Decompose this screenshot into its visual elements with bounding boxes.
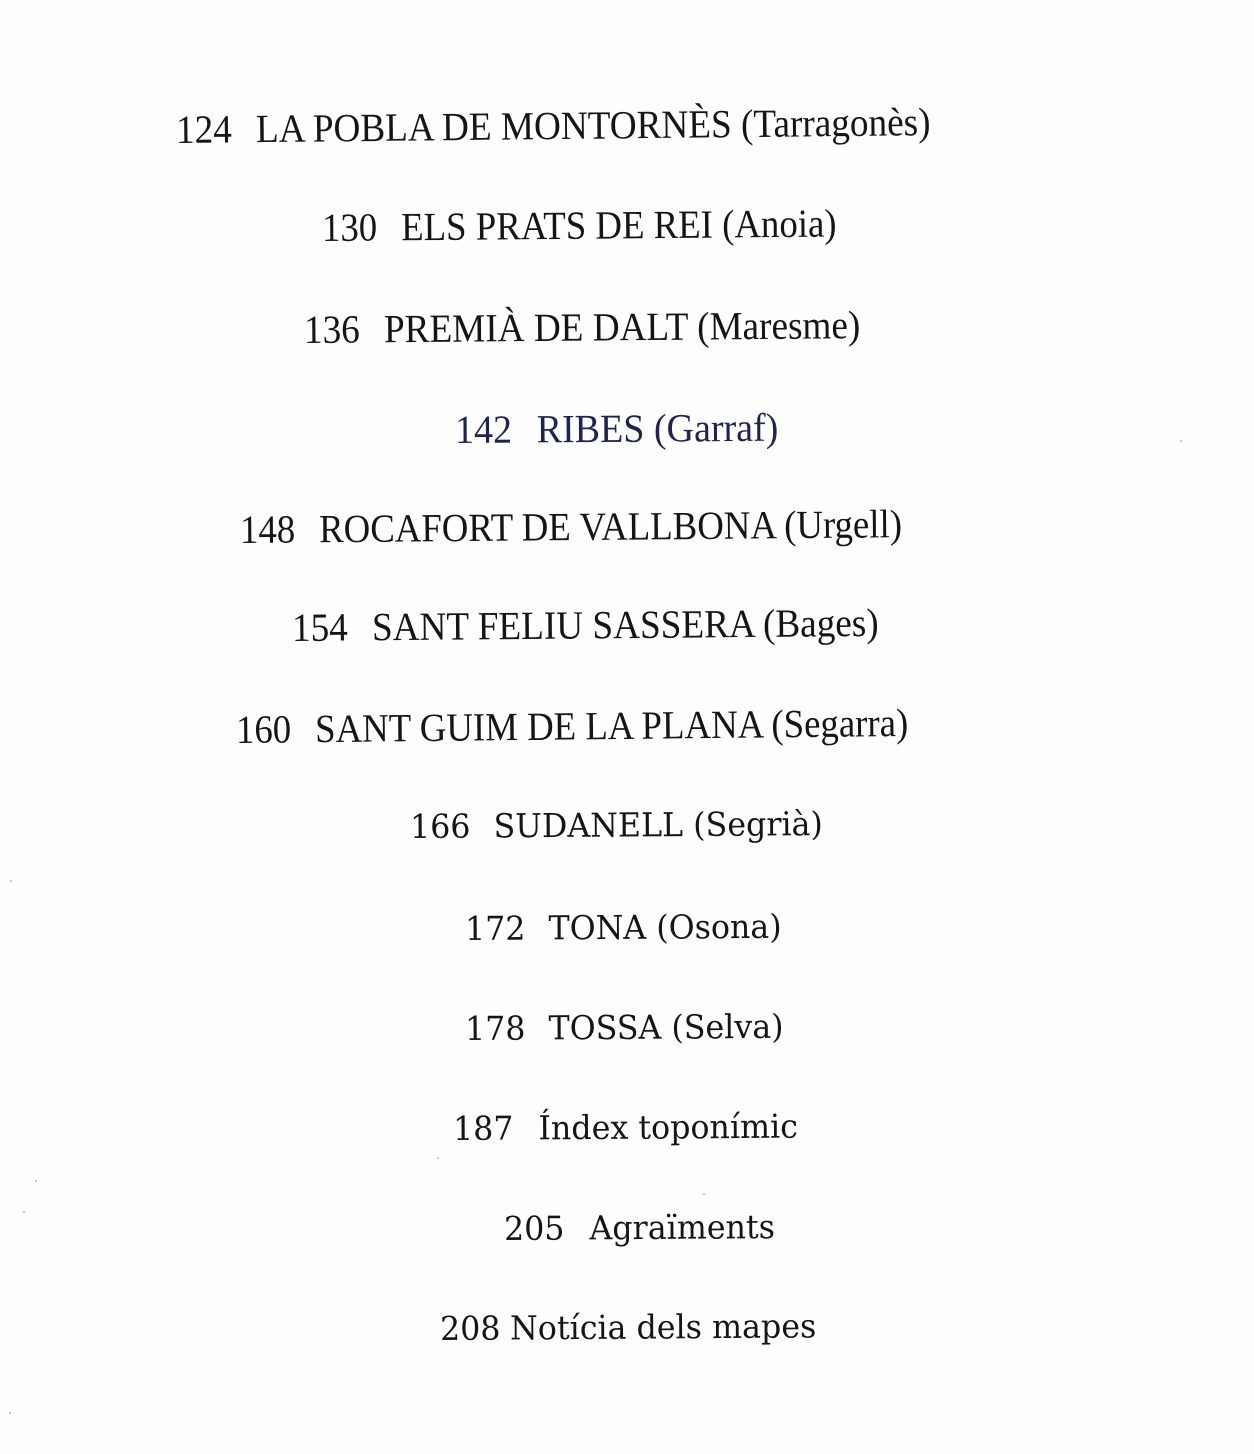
toc-title: Agraïments [589,1207,776,1248]
toc-page-number: 178 [464,1008,526,1048]
toc-entry [239,501,903,552]
toc-page-number: 160 [235,706,292,752]
toc-title: TOSSA (Selva) [548,1006,784,1048]
toc-title: SUDANELL (Segrià) [493,804,823,846]
toc-page-number: 136 [303,306,360,352]
toc-entry [235,699,909,752]
toc-page-number: 166 [409,806,471,846]
toc-page-number: 187 [452,1108,514,1148]
toc-entry [464,906,782,948]
toc-title: LA POBLA DE MONTORNÈS (Tarragonès) [255,99,931,152]
toc-page-number: 148 [239,506,296,552]
toc-entry [175,99,931,152]
toc-title: ELS PRATS DE REI (Anoia) [400,200,837,250]
toc-title: SANT GUIM DE LA PLANA (Segarra) [314,699,909,752]
toc-page-number: 172 [464,908,526,948]
toc-title: Índex toponímic [538,1106,799,1148]
toc-title: ROCAFORT DE VALLBONA (Urgell) [318,501,903,552]
toc-title: RIBES (Garraf) [536,404,779,452]
toc-entry [439,1306,817,1348]
toc-entry [321,200,837,250]
toc-title: SANT FELIU SASSERA (Bages) [371,599,879,650]
toc-entry [291,599,879,650]
toc-page-number: 130 [321,204,378,250]
toc-entry [503,1207,776,1248]
toc-title: PREMIÀ DE DALT (Maresme) [383,302,861,352]
toc-title: TONA (Osona) [548,906,782,948]
scan-speck [35,1180,37,1182]
toc-page-number: 208 [439,1308,501,1348]
toc-page-number: 154 [291,604,348,650]
scan-speck [703,1193,705,1195]
toc-entry [454,404,779,452]
scan-speck [10,880,12,882]
scan-speck [23,1211,25,1213]
toc-page-number: 124 [175,106,233,152]
toc-page-number: 205 [503,1208,565,1248]
toc-entry [409,804,823,846]
scan-speck [9,1412,11,1414]
toc-title: Notícia dels mapes [509,1306,817,1348]
toc-entry [303,302,861,352]
toc-entry [452,1106,799,1148]
scan-speck [437,1157,439,1159]
toc-entry [464,1006,784,1048]
scan-speck [1180,440,1182,442]
toc-page-number: 142 [454,406,513,452]
